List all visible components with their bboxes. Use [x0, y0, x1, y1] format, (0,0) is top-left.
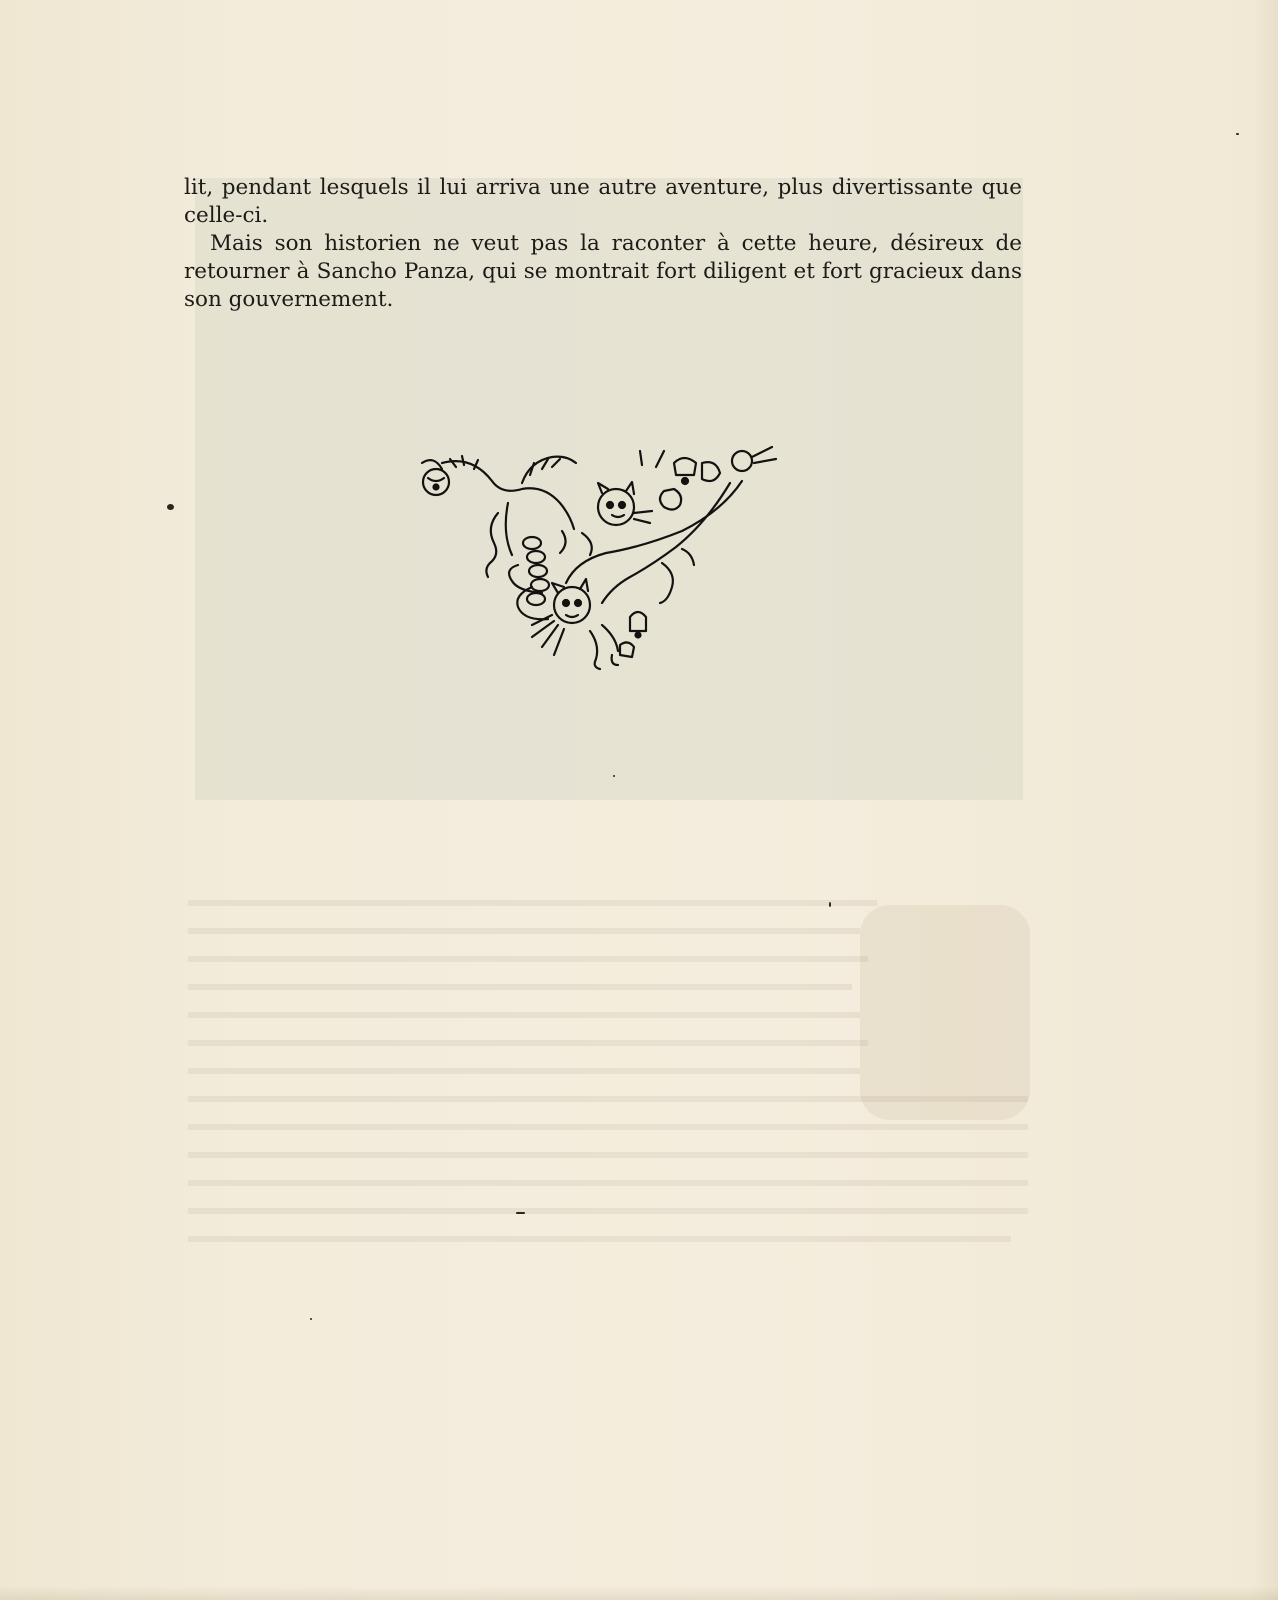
paper-speck — [310, 1318, 312, 1320]
paragraph-2: Mais son historien ne veut pas la raconter à cette heure, désireux de retourner à Sancho Panza, qui se montrait fort diligent et fort gracieux dans son gouvernement. — [184, 231, 1022, 312]
page-edge-shadow — [1252, 0, 1278, 1600]
page-edge-shadow — [0, 1586, 1278, 1600]
paper-speck — [167, 504, 174, 510]
paragraph-1: lit, pendant lesquels il lui arriva une autre aventure, plus divertissante que celle-ci. — [184, 175, 1022, 228]
bell-chain — [523, 537, 549, 605]
upper-cat — [442, 456, 652, 577]
bell-icon-top-right — [640, 447, 776, 510]
show-through-text — [188, 900, 1028, 1310]
paper-speck — [1236, 133, 1239, 135]
paper-speck — [516, 1212, 525, 1214]
body-text — [184, 174, 1022, 314]
bell-icon-left — [422, 460, 449, 495]
cats-vignette-illustration — [412, 443, 782, 683]
paper-speck — [829, 902, 831, 907]
paper-speck — [613, 775, 615, 777]
